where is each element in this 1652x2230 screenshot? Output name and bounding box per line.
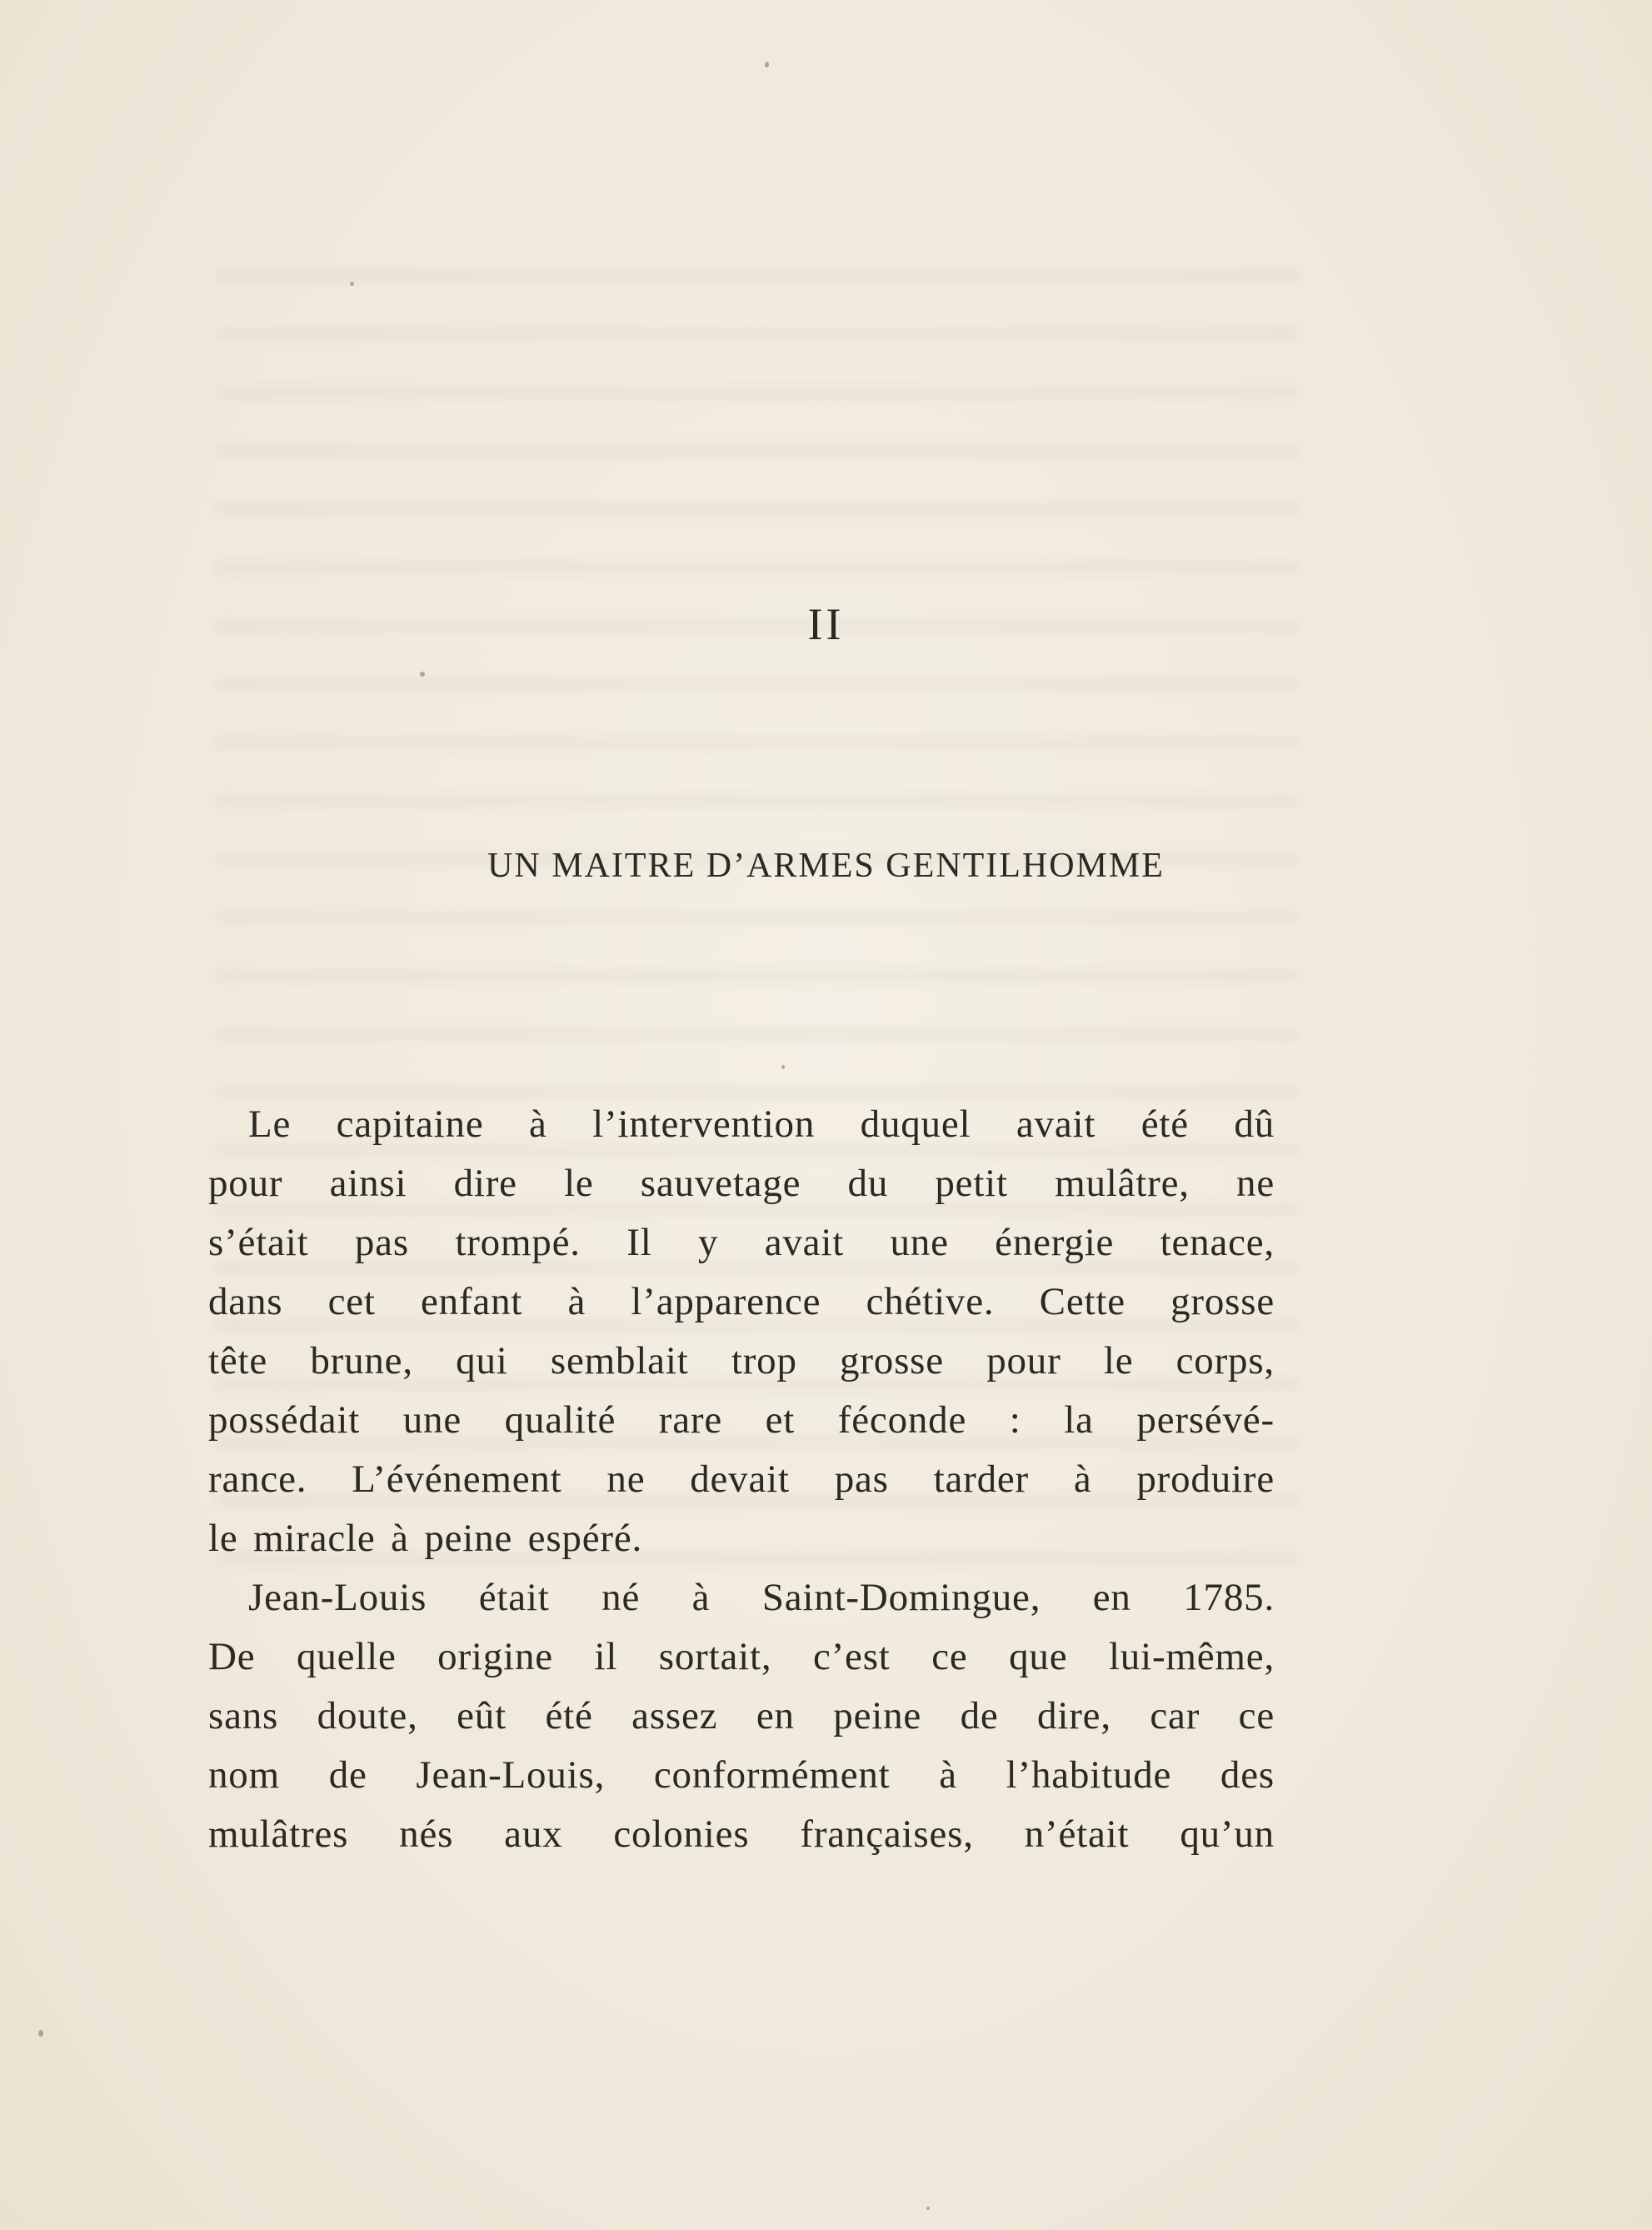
chapter-title: UN MAITRE D’ARMES GENTILHOMME — [487, 847, 1165, 885]
text-line: pour ainsi dire le sauvetage du petit mulâtre, ne — [208, 1162, 1275, 1205]
text-line: nom de Jean-Louis, conformément à l’habitude des — [208, 1753, 1275, 1797]
text-line: possédait une qualité rare et féconde : la persévé- — [208, 1398, 1275, 1442]
paper-speck — [765, 62, 769, 68]
text-line: rance. L’événement ne devait pas tarder à produire — [208, 1458, 1275, 1501]
paper-speck — [38, 2030, 43, 2037]
paper-speck — [350, 282, 354, 286]
text-line: sans doute, eût été assez en peine de dire, car ce — [208, 1694, 1275, 1738]
text-line: Jean-Louis était né à Saint-Domingue, en 1785. — [248, 1576, 1275, 1619]
paper-speck — [420, 672, 425, 677]
chapter-number: II — [807, 599, 845, 649]
text-line: Le capitaine à l’intervention duquel avait été dû — [248, 1102, 1275, 1146]
text-line: s’était pas trompé. Il y avait une énergie tenace, — [208, 1221, 1275, 1264]
text-line: le miracle à peine espéré. — [208, 1517, 643, 1560]
paper-speck — [926, 2207, 930, 2210]
text-line: tête brune, qui semblait trop grosse pour le corps, — [208, 1339, 1275, 1382]
text-line: De quelle origine il sortait, c’est ce que lui-même, — [208, 1635, 1275, 1678]
text-line: dans cet enfant à l’apparence chétive. Cette grosse — [208, 1280, 1275, 1323]
paper-speck — [781, 1065, 785, 1069]
text-line: mulâtres nés aux colonies françaises, n’était qu’un — [208, 1812, 1275, 1856]
body-text — [208, 1095, 1275, 1864]
